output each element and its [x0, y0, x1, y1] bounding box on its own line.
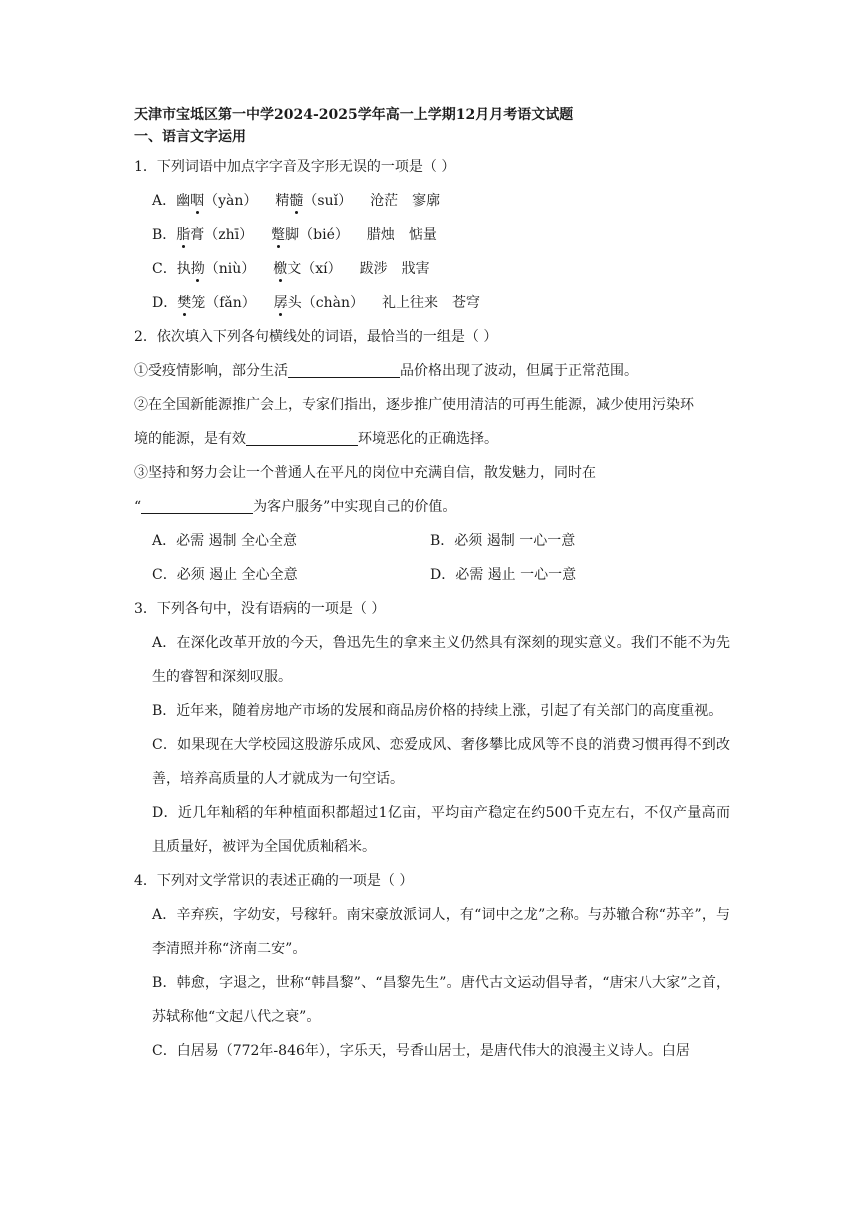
question-3-option-a: A．在深化改革开放的今天，鲁迅先生的拿来主义仍然具有深刻的现实意义。我们不能不为先生的睿智和深刻叹服。 — [152, 635, 730, 685]
fill-blank[interactable] — [288, 361, 400, 378]
question-1-option-b: B．脂膏（zhī） 蹩脚（bié） 腊烛 惦量 — [152, 227, 437, 243]
question-4-option-a: A．辛弃疾，字幼安，号稼轩。南宋豪放派词人，有“词中之龙”之称。与苏辙合称“苏辛”，与李清照并称“济南二安”。 — [152, 907, 730, 957]
question-2-stem: 2．依次填入下列各句横线处的词语，最恰当的一组是（ ） — [134, 329, 498, 345]
question-1-option-a: A．幽咽（yàn） 精髓（suǐ） 沧茫 寥廓 — [152, 193, 441, 209]
question-2-option-b: B．必须 遏制 一心一意 — [430, 533, 576, 549]
question-2-option-a: A．必需 遏制 全心全意 — [152, 533, 298, 549]
question-2-options-row-1 — [134, 524, 730, 558]
document-content — [134, 104, 730, 1068]
question-3-option-c: C．如果现在大学校园这股游乐成风、恋爱成风、奢侈攀比成风等不良的消费习惯再得不到改善，培养高质量的人才就成为一句空话。 — [152, 737, 730, 787]
question-2-options-row-2 — [134, 558, 730, 592]
dotted-char: 咽 — [190, 193, 205, 209]
dotted-char: 髓 — [289, 193, 304, 209]
question-3-stem: 3．下列各句中，没有语病的一项是（ ） — [134, 601, 386, 617]
question-4-stem: 4．下列对文学常识的表述正确的一项是（ ） — [134, 873, 414, 889]
dotted-char: 脂 — [176, 227, 191, 243]
fill-blank[interactable] — [141, 497, 253, 514]
dotted-char: 蹩 — [271, 227, 286, 243]
question-4-option-b: B．韩愈，字退之，世称“韩昌黎”、“昌黎先生”。唐代古文运动倡导者，“唐宋八大家”之首，苏轼称他“文起八代之衰”。 — [152, 975, 730, 1025]
dotted-char: 樊 — [177, 295, 192, 311]
question-2-sentence-2: ②在全国新能源推广会上，专家们指出，逐步推广使用清洁的可再生能源，减少使用污染环 境的能源，是有效 环境恶化的正确选择。 — [134, 397, 694, 447]
section-heading: 一、语言文字运用 — [134, 129, 246, 145]
question-1-option-c: C．执拗（niù） 檄文（xí） 跋涉 戕害 — [152, 261, 430, 277]
page-title: 天津市宝坻区第一中学2024-2025学年高一上学期12月月考语文试题 — [134, 107, 574, 123]
question-1-option-d: D．樊笼（fǎn） 孱头（chàn） 礼上往来 苍穹 — [152, 295, 481, 311]
question-1-stem: 1．下列词语中加点字字音及字形无误的一项是（ ） — [134, 159, 456, 175]
question-3-option-d: D．近几年籼稻的年种植面积都超过1亿亩，平均亩产稳定在约500千克左右，不仅产量高而且质量好，被评为全国优质籼稻米。 — [152, 805, 730, 855]
question-2-sentence-1: ①受疫情影响，部分生活 品价格出现了波动，但属于正常范围。 — [134, 363, 638, 379]
dotted-char: 孱 — [273, 295, 288, 311]
question-2-option-c: C．必须 遏止 全心全意 — [152, 567, 298, 583]
dotted-char: 拗 — [190, 261, 205, 277]
fill-blank[interactable] — [246, 429, 358, 446]
question-2-option-d: D．必需 遏止 一心一意 — [430, 567, 577, 583]
question-3-option-b: B．近年来，随着房地产市场的发展和商品房价格的持续上涨，引起了有关部门的高度重视。 — [152, 703, 723, 719]
dotted-char: 檄 — [273, 261, 288, 277]
question-4-option-c: C．白居易（772年-846年），字乐天，号香山居士，是唐代伟大的浪漫主义诗人。白居 — [152, 1043, 690, 1059]
question-2-sentence-3: ③坚持和努力会让一个普通人在平凡的岗位中充满自信，散发魅力，同时在 “ 为客户服务”中实现自己的价值。 — [134, 465, 596, 515]
